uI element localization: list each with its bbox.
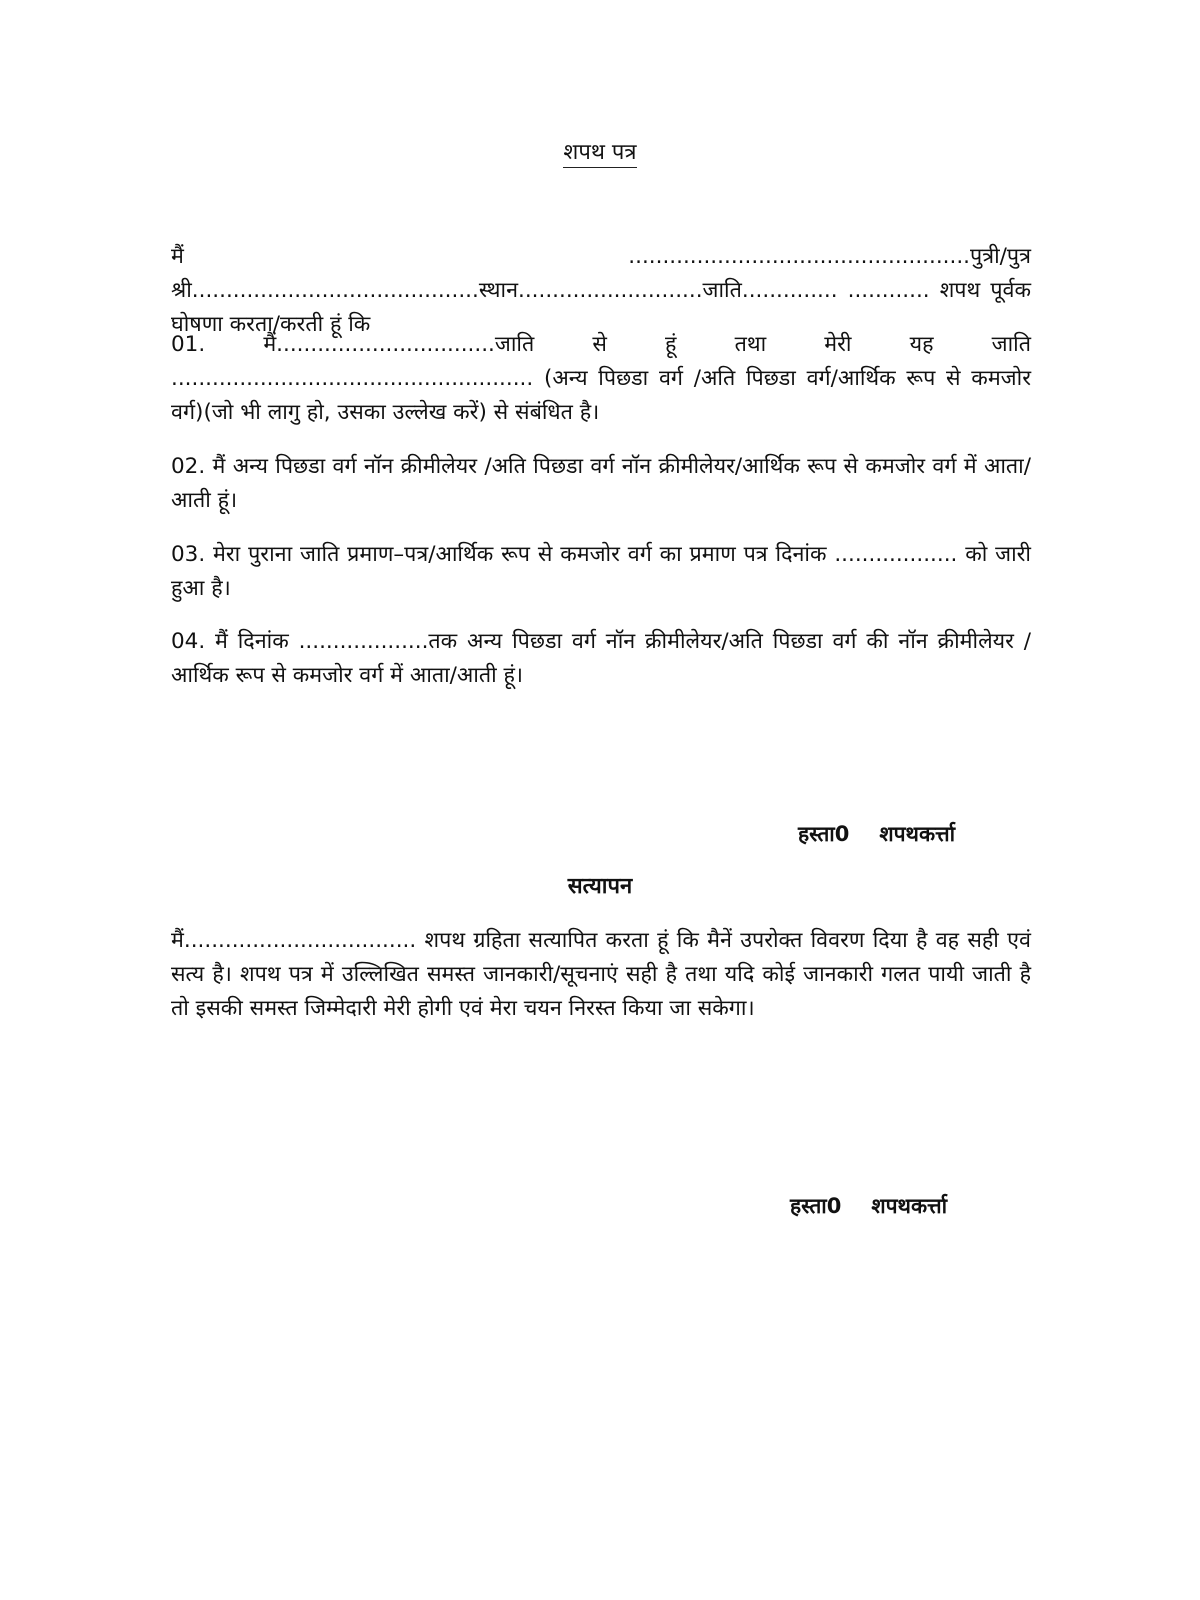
clause-1 [171,328,1031,430]
signature-label: हस्ता0 [798,822,850,846]
verification-text: मैं.................................. शपथ ग्रहिता सत्यापित करता हूं कि मैनें उपरोक्त विवरण दिया है वह सही एवं सत्य है। शपथ पत्र में उल्लिखित समस्त जानकारी/सूचनाएं सही है तथा यदि कोई जानकारी गलत पायी जाती है तो इसकी समस्त जिम्मेदारी मेरी होगी एवं मेरा चयन निरस्त किया जा सकेगा। [171,928,1031,1021]
intro-paragraph [171,240,1031,342]
signature-role: शपथकर्त्ता [879,822,956,846]
signature-role: शपथकर्त्ता [871,1194,948,1218]
signature-label: हस्ता0 [790,1194,842,1218]
document-title-text: शपथ पत्र [563,140,636,168]
intro-text: मैं ..................................................पुत्री/पुत्र श्री..........................................स्थान...........................जाति.............. ............ शपथ पूर्वक घोषणा करता/करती हूं कि [171,244,1031,337]
verification-paragraph [171,924,1031,1026]
clause-1-text: 01. मैं................................जाति से हूं तथा मेरी यह जाति ..................................................... (अन्य पिछडा वर्ग /अति पिछडा वर्ग/आर्थिक रूप से कमजोर वर्ग)(जो भी लागु हो, उसका उल्लेख करें) से संबंधित है। [171,332,1031,425]
clause-2 [171,450,1031,518]
signature-block-1 [798,820,955,848]
verification-heading: सत्यापन [567,874,633,899]
document-title [0,136,1200,166]
clause-2-text: 02. मैं अन्य पिछडा वर्ग नॉन क्रीमीलेयर /अति पिछडा वर्ग नॉन क्रीमीलेयर/आर्थिक रूप से कमजोर वर्ग में आता/आती हूं। [171,454,1031,513]
clause-4-text: 04. मैं दिनांक ...................तक अन्य पिछडा वर्ग नॉन क्रीमीलेयर/अति पिछडा वर्ग की नॉन क्रीमीलेयर /आर्थिक रूप से कमजोर वर्ग में आता/आती हूं। [171,629,1031,688]
clause-4 [171,625,1031,693]
clause-3-text: 03. मेरा पुराना जाति प्रमाण–पत्र/आर्थिक रूप से कमजोर वर्ग का प्रमाण पत्र दिनांक .................. को जारी हुआ है। [171,542,1031,601]
clause-3 [171,538,1031,606]
signature-block-2 [790,1192,947,1220]
